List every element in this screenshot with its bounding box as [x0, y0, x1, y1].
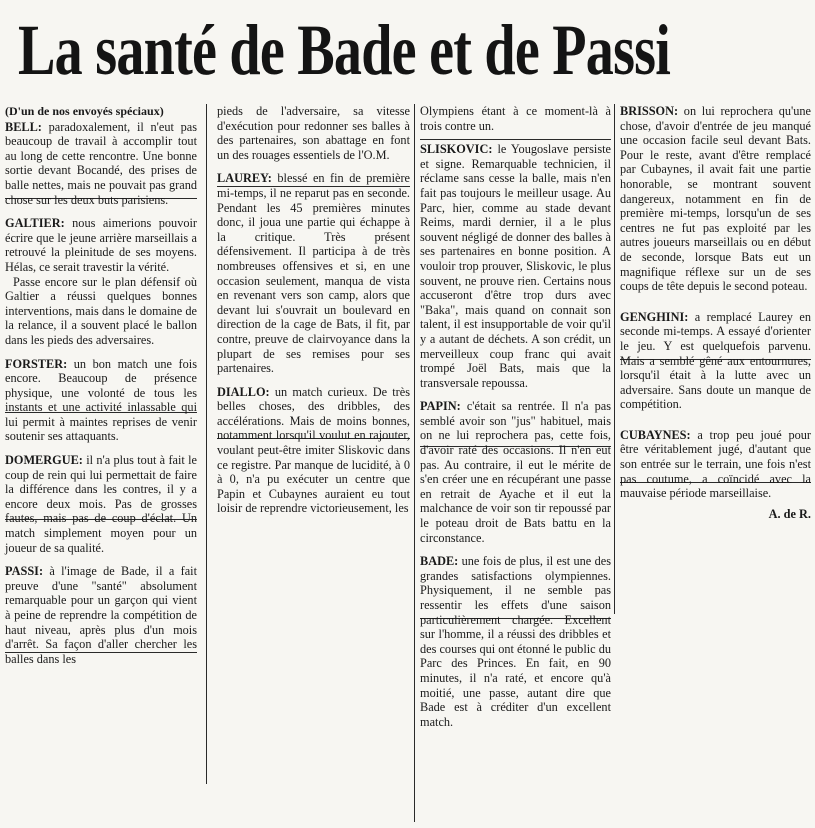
- player-name: BELL:: [5, 119, 42, 134]
- player-name: GENGHINI:: [620, 309, 689, 324]
- player-name: GALTIER:: [5, 216, 65, 231]
- headline: La santé de Bade et de Passi: [18, 10, 671, 90]
- player-review: le Yougoslave persiste et signe. Remarquable technicien, il réclame sans cesse la balle, mais n'en fait pas toujours le meilleur usage. Au Parc, hier, comme au stade devant Reims, mardi dernier, il a le plus souvent négligé de donner des balles à ses partenaires en bonne position. A vouloir trop prouver, Sliskovic, le plus souvent, ne prouve rien. Certains nous accuseront d'être trop durs avec "Baka", mais quand on connait son talent, il est insupportable de voir qu'il y a autant de déchets. A son crédit, un merveilleux coup franc qui avait trompé Joël Bats, mais que la transversale repoussa.: [420, 142, 612, 390]
- player-paragraph-galtier: [5, 216, 197, 274]
- player-name: FORSTER:: [5, 356, 68, 371]
- player-name: BADE:: [420, 554, 459, 569]
- player-review: paradoxalement, il n'eut pas beaucoup de travail à accomplir tout au long de cette rencontre. Une bonne sortie devant Bocandé, des prises de balle nettes, mais ne pouvait pas grand chose sur les deux buts parisiens.: [5, 119, 197, 207]
- column-divider: [414, 104, 415, 822]
- player-name: PAPIN:: [420, 399, 461, 414]
- player-paragraph-brisson: [620, 104, 811, 294]
- player-review: à l'image de Bade, il a fait preuve d'une "santé" absolument remarquable pour un garçon qui vient à peine de reprendre la compétition de haut niveau, après plus d'un mois d'arrêt. Sa façon d'aller chercher les balles dans les: [5, 564, 197, 666]
- article-column-2: [217, 104, 410, 516]
- player-paragraph-passi: [5, 564, 197, 666]
- player-name: CUBAYNES:: [620, 427, 691, 442]
- player-review: une fois de plus, il est une des grandes satisfactions olympiennes. Physiquement, il ne semble pas ressentir les effets d'une saison particulièrement chargée. Excellent sur l'homme, il a réussi des dribbles et des courses qui ont étonné le public du Parc des Princes. En fait, en 90 minutes, il n'a raté, et encore qu'à moitié, une passe, autant dire que Bade est à créditer d'un excellent match.: [420, 554, 611, 729]
- player-name: DOMERGUE:: [5, 453, 83, 468]
- player-review: un bon match une fois encore. Beaucoup de présence physique, une volonté de tous les instants et une activité inlassable qui lui permit à maintes reprises de venir soutenir ses attaquants.: [5, 356, 197, 444]
- player-paragraph-papin: [420, 399, 611, 545]
- player-paragraph-sliskovic: [420, 142, 611, 390]
- player-paragraph-domergue: [5, 453, 197, 555]
- player-review-continued: pieds de l'adversaire, sa vitesse d'exécution pour redonner ses balles à des partenaires, son abattage en font un des rouages essentiels de l'O.M.: [217, 104, 410, 162]
- article-column-1: [5, 104, 197, 666]
- player-name: DIALLO:: [217, 384, 270, 399]
- player-paragraph-bell: [5, 120, 197, 208]
- player-paragraph-genghini: [620, 310, 811, 412]
- column-divider: [614, 104, 615, 614]
- player-review: a remplacé Laurey en seconde mi-temps. A essayé d'orienter le jeu. Y est quelquefois parvenu. Mais a semblé gêné aux entournures, lorsqu'il était à la lutte avec un adversaire. Sans doute un manque de compétition.: [620, 309, 811, 412]
- player-review-continued: Passe encore sur le plan défensif où Galtier a réussi quelques bonnes interventions, mais dans le domaine de la relance, il a souvent placé le ballon dans les pieds des adversaires.: [5, 274, 197, 347]
- player-review-continued: Olympiens étant à ce moment-là à trois contre un.: [420, 104, 611, 133]
- player-review: nous aimerions pouvoir écrire que le jeune arrière marseillais a retrouvé la pleinitude de ses moyens. Hélas, ce serait travestir la vérité.: [5, 216, 198, 274]
- author-signature: A. de R.: [768, 506, 811, 521]
- player-review: blessé en fin de première mi-temps, il ne reparut pas en seconde. Pendant les 45 premières minutes donc, il joua une partie qui échappe à la critique. Très présent défensivement. Il participa à de très nombreuses offensives et si, en une occasion seulement, manqua de vista en revenant vers son camp, alors que devant lui s'ouvrait un boulevard en direction de la cage de Bats, il fit, par contre, preuve de clairvoyance dans la plupart de ses remises pour ses partenaires.: [217, 171, 410, 376]
- player-paragraph-bade: [420, 554, 611, 729]
- article-column-4: [620, 104, 811, 521]
- player-paragraph-cubaynes: [620, 428, 811, 501]
- article-column-3: [420, 104, 611, 729]
- player-paragraph-diallo: [217, 385, 410, 516]
- player-name: BRISSON:: [620, 104, 679, 118]
- player-review: a trop peu joué pour être véritablement jugé, d'autant que son entrée sur le terrain, une fois n'est pas coutume, a coïncidé avec la mauvaise période marseillaise.: [620, 427, 812, 501]
- player-paragraph-forster: [5, 357, 197, 445]
- byline: (D'un de nos envoyés spéciaux): [5, 104, 164, 118]
- column-divider: [206, 104, 207, 784]
- player-name: PASSI:: [5, 564, 44, 579]
- player-review: on lui reprochera qu'une chose, d'avoir d'entrée de jeu manqué une occasion facile seul devant Bats. Pour le reste, avant d'être remplacé par Cubaynes, il avait fait une partie honorable, se montrant souvent dangereux, notamment en fin de première mi-temps, lorsqu'un de ses centres ne fut pas exploité par les autres joueurs marseillais ou en début de seconde, lorsque Bats eut un magnifique réflexe sur un de ses coups de tête depuis le second poteau.: [620, 104, 811, 294]
- player-name: SLISKOVIC:: [420, 142, 493, 157]
- player-review: un match curieux. De très belles choses, des dribbles, des accélérations. Mais de moins bonnes, notamment lorsqu'il voulut en rajouter, voulant peut-être imiter Sliskovic dans ce registre. Par manque de lucidité, à 0 à 0, n'a pu exécuter un centre que Papin et Cubaynes auraient eu tout loisir de reprendre victorieusement, les: [217, 384, 410, 516]
- player-name: LAUREY:: [217, 171, 272, 186]
- player-review: il n'a plus tout à fait le coup de rein qui lui permettait de faire la différence dans les contres, il y a encore deux mois. Pas de grosses fautes, mais pas de coup d'éclat. Un match simplement moyen pour un joueur de sa qualité.: [5, 453, 198, 555]
- player-review: c'était sa rentrée. Il n'a pas semblé avoir son "jus" habituel, mais on ne lui reprochera pas, cette fois, d'avoir raté des occasions. Il n'en eut pas. Au contraire, il eut le mérite de s'en créer une en récupérant une passe en retrait de Ayache et il eut la malchance de voir son tir repoussé par le poteau droit de Bats battu en la circonstance.: [420, 399, 611, 545]
- player-paragraph-laurey: [217, 171, 410, 375]
